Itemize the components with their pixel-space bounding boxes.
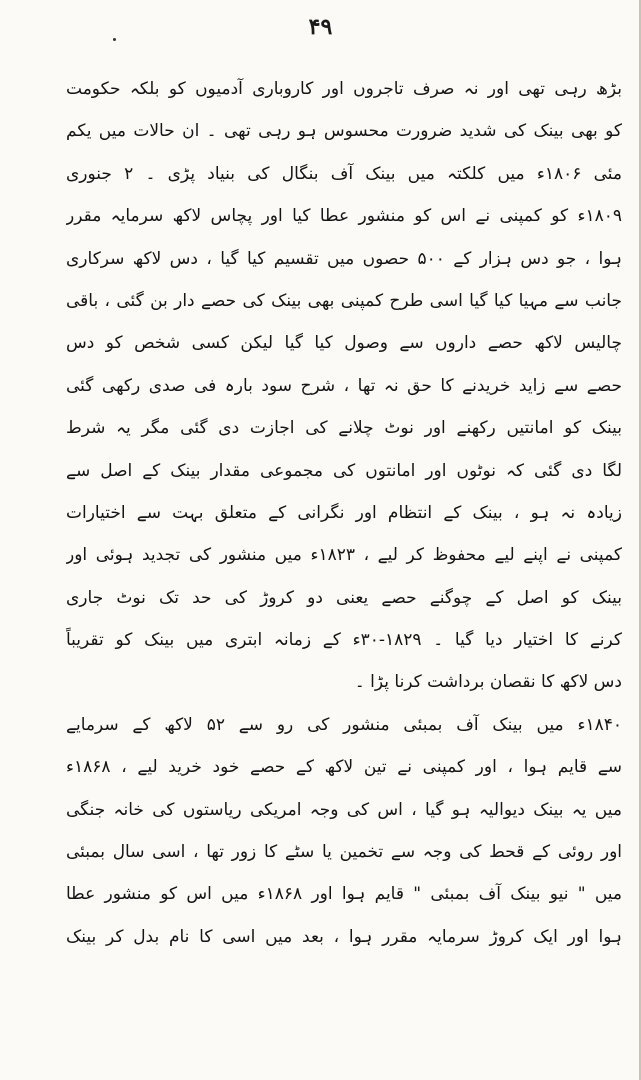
text-line: مئی ۱۸۰۶ء میں کلکتہ میں بینک آف بنگال کی بنیاد پڑی ۔ ۲ جنوری bbox=[66, 163, 622, 184]
text-line: میں " نیو بینک آف بمبئی " قایم ہوا اور ۱۸۶۸ء میں اس کو منشور عطا bbox=[66, 884, 622, 905]
text-line: کمپنی نے اپنے لیے محفوظ کر لیے ، ۱۸۲۳ء میں منشور کی تجدید ہوئی اور bbox=[66, 545, 622, 566]
text-line: میں یہ بینک دیوالیہ ہو گیا ، اس کی وجہ امریکی ریاستوں کی خانہ جنگی bbox=[66, 799, 622, 820]
paragraph bbox=[66, 68, 622, 704]
text-line: حصے سے زاید خریدنے کا حق نہ تھا ، شرح سود بارہ فی صدی رکھی گئی bbox=[66, 375, 622, 396]
text-line: بڑھ رہی تھی اور نہ صرف تاجروں اور کاروباری آدمیوں کو بلکہ حکومت bbox=[66, 79, 622, 99]
body-text bbox=[66, 68, 622, 958]
text-line: اور روئی کے قحط کی وجہ سے تخمین یا سٹے کا زور تھا ، اسی سال بمبئی bbox=[66, 842, 622, 863]
text-line: کو بھی بینک کی شدید ضرورت محسوس ہو رہی تھی ۔ ان حالات میں یکم bbox=[66, 121, 622, 142]
text-line: ہوا ، جو دس ہزار کے ۵۰۰ حصوں میں تقسیم کیا گیا ، دس لاکھ سرکاری bbox=[66, 248, 622, 269]
text-line: ۱۸۰۹ء کو کمپنی نے اس کو منشور عطا کیا اور پچاس لاکھ سرمایہ مقرر bbox=[66, 206, 622, 227]
text-line: دس لاکھ کا نقصان برداشت کرنا پڑا ۔ bbox=[354, 672, 622, 693]
text-line: لگا دی گئی کہ نوٹوں اور امانتوں کی مجموعی مقدار بینک کے اصل سے bbox=[66, 460, 622, 481]
text-line: بینک کو اصل کے چوگنے حصے یعنی دو کروڑ کی حد تک نوٹ جاری bbox=[66, 587, 622, 608]
paragraph bbox=[66, 704, 622, 958]
text-line: ۱۸۴۰ء میں بینک آف بمبئی منشور کی رو سے ۵۲ لاکھ کے سرمایے bbox=[66, 714, 622, 735]
text-line: چالیس لاکھ حصے داروں سے وصول کیا گیا لیکن کسی شخص کو دس bbox=[66, 333, 622, 354]
page-number: ۴۹ bbox=[308, 14, 333, 40]
text-line: زیادہ نہ ہو ، بینک کے انتظام اور نگرانی کے متعلق بہت سے اختیارات bbox=[66, 502, 622, 523]
text-line: کرنے کا اختیار دیا گیا ۔ ۱۸۲۹-۳۰ء کے زمانہ ابتری میں بینک کو تقریباً bbox=[66, 630, 622, 651]
text-line: جانب سے مہیا کیا گیا اسی طرح کمپنی بھی بینک کی حصے دار بن گئی ، باقی bbox=[66, 290, 622, 311]
scan-speck bbox=[113, 38, 116, 41]
text-line: ہوا اور ایک کروڑ سرمایہ مقرر ہوا ، بعد میں اسی کا نام بدل کر بینک bbox=[66, 926, 622, 947]
text-line: سے قایم ہوا ، اور کمپنی نے تین لاکھ کے حصے خود خرید لیے ، ۱۸۶۸ء bbox=[66, 757, 622, 778]
text-line: بینک کو امانتیں رکھنے اور نوٹ چلانے کی اجازت دی گئی مگر یہ شرط bbox=[66, 418, 622, 439]
